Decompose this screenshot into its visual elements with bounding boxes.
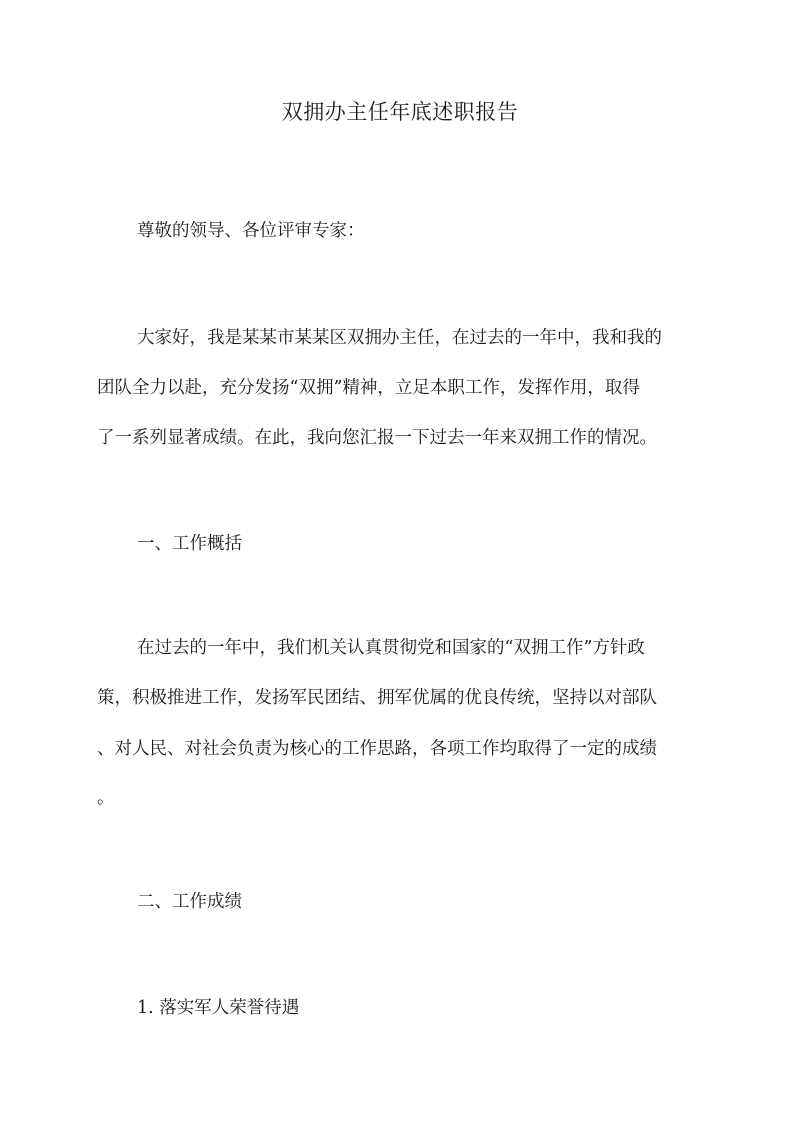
intro-line-2: 团队全力以赴，充分发扬“双拥”精神，立足本职工作，发挥作用，取得 xyxy=(97,378,640,398)
salutation: 尊敬的领导、各位评审专家： xyxy=(137,221,365,241)
intro-line-3: 了一系列显著成绩。在此，我向您汇报一下过去一年来双拥工作的情况。 xyxy=(97,428,657,448)
subsection1-heading: 1. 落实军人荣誉待遇 xyxy=(137,998,300,1018)
document-title: 双拥办主任年底述职报告 xyxy=(281,100,519,124)
section1-line-1: 在过去的一年中，我们机关认真贯彻党和国家的“双拥工作”方针政 xyxy=(137,638,645,658)
section2-heading: 二、工作成绩 xyxy=(137,892,242,912)
section1-line-3: 、对人民、对社会负责为核心的工作思路，各项工作均取得了一定的成绩 xyxy=(97,739,657,759)
intro-line-1: 大家好，我是某某市某某区双拥办主任，在过去的一年中，我和我的 xyxy=(137,328,662,348)
section1-heading: 一、工作概括 xyxy=(137,534,242,554)
section1-line-4: 。 xyxy=(97,788,115,808)
section1-line-2: 策，积极推进工作，发扬军民团结、拥军优属的优良传统，坚持以对部队 xyxy=(97,688,657,708)
